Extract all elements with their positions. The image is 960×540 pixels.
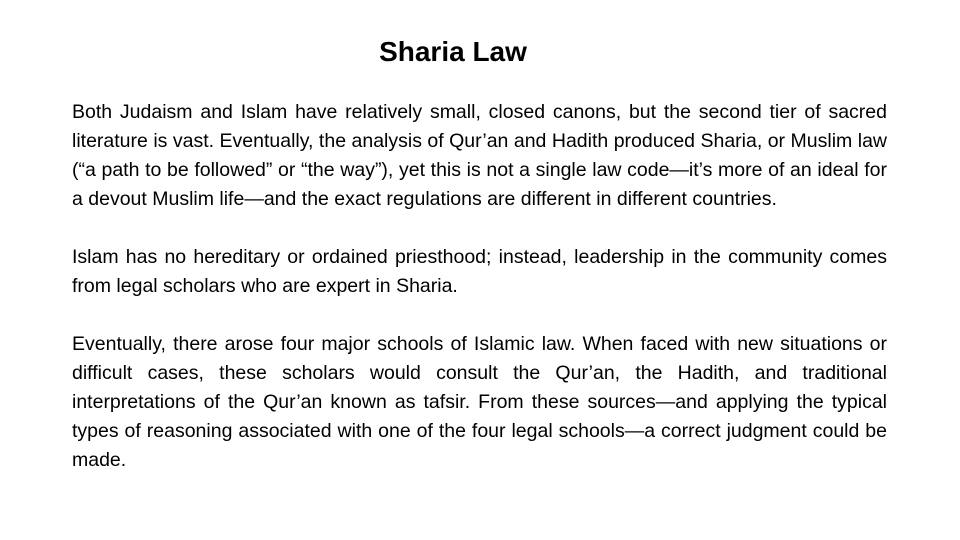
paragraph-schools-of-law: Eventually, there arose four major schools of Islamic law. When faced with new situations or difficult cases, these scholars would consult the Qur’an, the Hadith, and traditional interpretations of the Qur’an known as tafsir. From these sources—and applying the typical types of reasoning associated with one of the four legal schools—a correct judgment could be made. [72, 333, 887, 471]
slide-title: Sharia Law [379, 36, 527, 67]
paragraph-priesthood: Islam has no hereditary or ordained priesthood; instead, leadership in the community comes from legal scholars who are expert in Sharia. [72, 246, 887, 297]
paragraph-canons-and-sharia: Both Judaism and Islam have relatively small, closed canons, but the second tier of sacred literature is vast. Eventually, the analysis of Qur’an and Hadith produced Sharia, or Muslim law (“a path to be followed” or “the way”), yet this is not a single law code—it’s more of an ideal for a devout Muslim life—and the exact regulations are different in different countries. [72, 101, 887, 210]
slide-body [72, 98, 887, 475]
